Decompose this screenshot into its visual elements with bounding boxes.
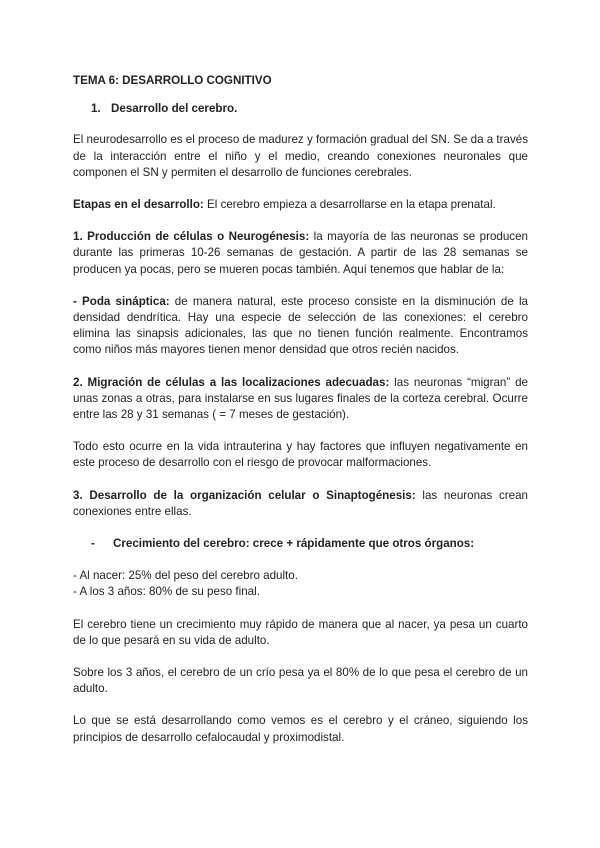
stage3-paragraph xyxy=(73,488,528,520)
stage2-paragraph xyxy=(73,375,528,424)
nacer-paragraph: El cerebro tiene un crecimiento muy rápido de manera que al nacer, ya pesa un cuarto de lo que pesará en su vida de adulto. xyxy=(73,617,528,647)
fact-item: - Al nacer: 25% del peso del cerebro adulto. xyxy=(73,569,298,583)
poda-text: de manera natural, este proceso consiste en la disminución de la densidad dendrítica. Hay una especie de selección de las conexiones: el cerebro elimina las sinapsis adicionales, las que no tienen función realmente. Encontramos como niños más mayores tienen menor densidad que otros recién nacidos. xyxy=(73,294,528,357)
section-label: Desarrollo del cerebro. xyxy=(111,102,238,116)
crecimiento-dash: - xyxy=(91,537,95,551)
craneo-paragraph: Lo que se está desarrollando como vemos es el cerebro y el cráneo, siguiendo los principios de desarrollo cefalocaudal y proximodistal. xyxy=(73,714,528,744)
stage2-text: las neuronas “migran” de unas zonas a otras, para instalarse en sus lugares finales de la corteza cerebral. Ocurre entre las 28 y 31 semanas ( = 7 meses de gestación). xyxy=(73,375,528,422)
poda-label: - Poda sináptica: xyxy=(73,294,170,308)
poda-paragraph xyxy=(73,294,528,359)
etapas-paragraph xyxy=(73,197,528,213)
stage3-label: 3. Desarrollo de la organización celular o Sinaptogénesis: xyxy=(73,488,416,502)
stage3-text: las neuronas crean conexiones entre ellas. xyxy=(73,488,528,518)
etapas-text: El cerebro empieza a desarrollarse en la etapa prenatal. xyxy=(203,198,496,212)
intro-paragraph: El neurodesarrollo es el proceso de madurez y formación gradual del SN. Se da a través de la interacción entre el niño y el medio, creando conexiones neuronales que componen el SN y permiten el desarrollo de funciones cerebrales. xyxy=(73,133,528,179)
document-title: TEMA 6: DESARROLLO COGNITIVO xyxy=(73,74,272,87)
tres-anos-paragraph: Sobre los 3 años, el cerebro de un crío pesa ya el 80% de lo que pesa el cerebro de un adulto. xyxy=(73,666,528,696)
section-number: 1. xyxy=(91,102,101,116)
stage2-label: 2. Migración de células a las localizaciones adecuadas: xyxy=(73,375,390,389)
stage1-text: la mayoría de las neuronas se producen durante las primeras 10-26 semanas de gestación. A partir de las 28 semanas se producen ya pocas, pero se mueren pocas también. Aquí tenemos que hablar de la: xyxy=(73,230,528,276)
stage1-label: 1. Producción de células o Neurogénesis: xyxy=(73,230,310,244)
fact-item: - A los 3 años: 80% de su peso final. xyxy=(73,585,260,599)
crecimiento-heading xyxy=(73,536,528,552)
stage1-paragraph xyxy=(73,229,528,278)
etapas-label: Etapas en el desarrollo: xyxy=(73,198,204,212)
section-heading xyxy=(73,101,528,117)
intrauterina-paragraph: Todo esto ocurre en la vida intrauterina y hay factores que influyen negativamente en este proceso de desarrollo con el riesgo de provocar malformaciones. xyxy=(73,440,528,470)
crecimiento-label: Crecimiento del cerebro: crece + rápidamente que otros órganos: xyxy=(113,537,475,551)
